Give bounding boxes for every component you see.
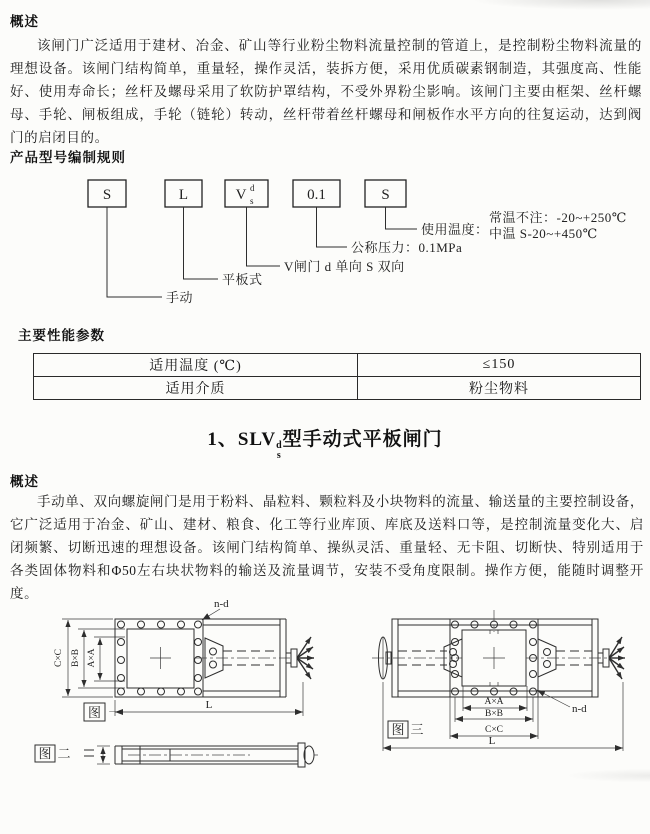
fig3-right-handwheel bbox=[598, 637, 625, 679]
technical-drawings bbox=[0, 590, 650, 790]
table-row bbox=[34, 354, 641, 377]
param-value-cell: ≤150 bbox=[358, 354, 641, 377]
param-value-cell: 粉尘物料 bbox=[358, 377, 641, 400]
manual-label: 手动 bbox=[166, 290, 194, 305]
fig2-number: 二 bbox=[57, 746, 71, 761]
model-box-l: L bbox=[178, 187, 189, 203]
fig1-dim-l-label: L bbox=[205, 699, 213, 711]
fig1-handwheel bbox=[286, 637, 314, 679]
product-title-suffix: 型手动式平板闸门 bbox=[282, 429, 443, 450]
model-box-s1: S bbox=[102, 187, 112, 203]
fig1-dim-aa-label: A×A bbox=[87, 648, 97, 668]
overview2-heading: 概述 bbox=[10, 474, 39, 489]
temp-note-mid: 中温 S-20~+450℃ bbox=[489, 226, 598, 241]
model-box-pressure: 0.1 bbox=[307, 187, 326, 203]
model-box-v-sup: d bbox=[250, 183, 255, 193]
param-name-cell: 适用介质 bbox=[34, 377, 358, 400]
fig1-tag: 图 bbox=[87, 705, 102, 720]
pressure-label: 公称压力：0.1MPa bbox=[351, 240, 463, 255]
fig1-nd-label: n-d bbox=[214, 598, 229, 610]
fig3-nd-label: n-d bbox=[572, 703, 587, 715]
overview1-heading: 概述 bbox=[10, 14, 39, 29]
model-box-v-sub: s bbox=[250, 196, 254, 206]
product-title-sup: d bbox=[276, 440, 283, 451]
fig1-dim-cc-label: C×C bbox=[54, 648, 64, 668]
param-name-cell: 适用温度 (℃) bbox=[34, 354, 358, 377]
model-box-v: V bbox=[235, 187, 247, 203]
fig3-dim-bb-label: B×B bbox=[484, 709, 504, 719]
overview2-paragraph: 手动单、双向螺旋闸门是用于粉料、晶粒料、颗粒料及小块物料的流量、输送量的主要控制设备，它广泛适用于冶金、矿山、建材、粮食、化工等行业库顶、库底及送料口等，是控制流量变化大、启闭频繁、切断迅速的理想设备。该闸门结构简单、操纵灵活、重量轻、无卡阻、切断快、特别适用于各类固体物料和Φ50左右块状物料的输送及流量调节，安装不受角度限制。操作方便，能随时调整开度。 bbox=[10, 494, 644, 601]
table-row bbox=[34, 377, 641, 400]
figure-2-drawing bbox=[35, 743, 318, 767]
fig3-tag: 图 bbox=[391, 722, 405, 737]
params-heading: 主要性能参数 bbox=[18, 328, 105, 343]
temp-note-normal: 常温不注：-20~+250℃ bbox=[489, 210, 627, 225]
model-box-s2: S bbox=[381, 187, 390, 203]
fig3-dim-l-label: L bbox=[488, 735, 496, 747]
fig1-number: 一 bbox=[108, 705, 122, 720]
product-title bbox=[0, 424, 650, 461]
params-table bbox=[33, 353, 641, 400]
model-number-diagram bbox=[0, 170, 650, 320]
fig2-tag: 图 bbox=[38, 746, 52, 761]
fig3-number: 三 bbox=[410, 722, 424, 737]
product-title-sub: s bbox=[276, 450, 282, 461]
plate-type-label: 平板式 bbox=[222, 272, 263, 287]
model-rules-heading: 产品型号编制规则 bbox=[10, 150, 126, 165]
fig3-dim-aa-label: A×A bbox=[484, 697, 504, 707]
fig1-dim-bb-label: B×B bbox=[71, 648, 81, 668]
model-code-boxes bbox=[88, 180, 406, 207]
fig3-dim-cc-label: C×C bbox=[484, 725, 504, 735]
valve-direction-label: V闸门 d 单向 S 双向 bbox=[284, 259, 405, 274]
figure-1-drawing bbox=[54, 598, 314, 721]
temp-usage-label: 使用温度： bbox=[421, 222, 489, 237]
figure-3-drawing bbox=[372, 610, 625, 751]
overview1-paragraph: 该闸门广泛适用于建材、冶金、矿山等行业粉尘物料流量控制的管道上，是控制粉尘物料流量的理想设备。该闸门结构简单，重量轻，操作灵活，装拆方便，采用优质碳素钢制造，其强度高、性能好、使用寿命长；丝杆及螺母采用了软防护罩结构，不受外界粉尘影响。该闸门主要由框架、丝杆螺母、手轮、闸板组成，手轮（链轮）转动，丝杆带着丝杆螺母和闸板作水平方向的往复运动，达到阀门的启闭目的。 bbox=[10, 38, 642, 145]
product-title-prefix: 1、SLV bbox=[207, 429, 277, 450]
